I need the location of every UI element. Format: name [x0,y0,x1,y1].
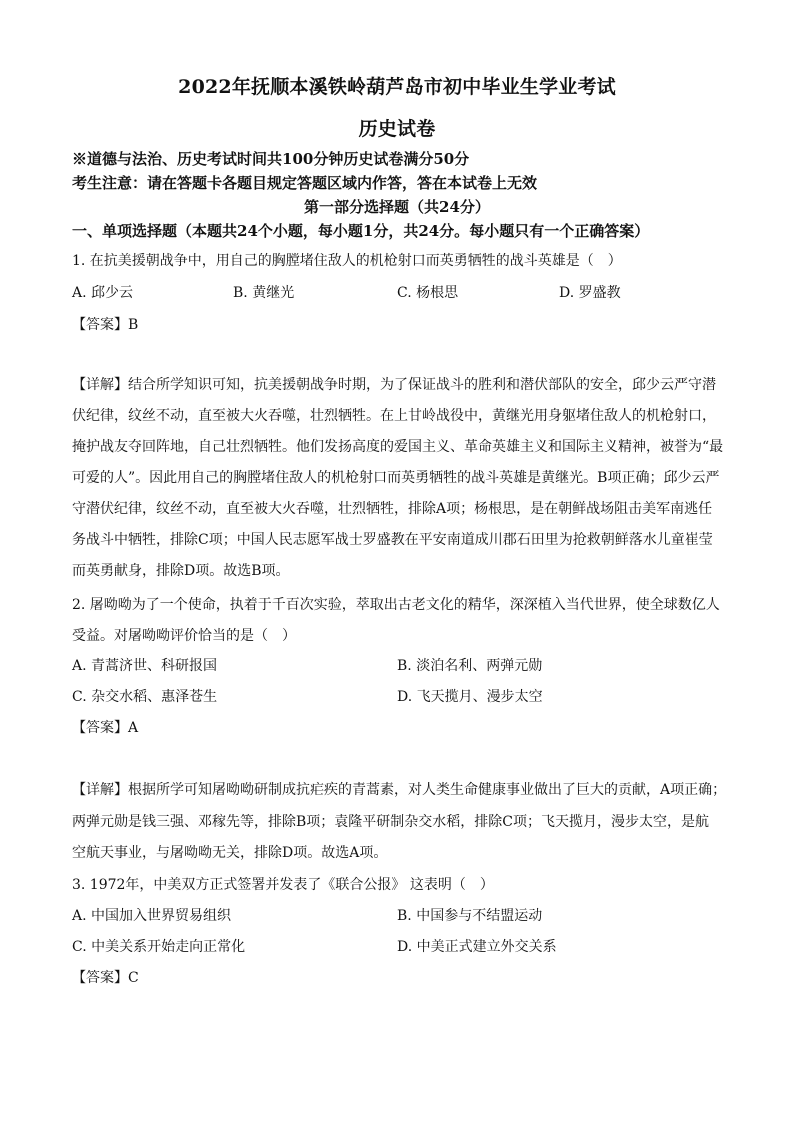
question-1-detail-line: 伏纪律，纹丝不动，直至被大火吞噬，壮烈牺牲。在上甘岭战役中，黄继光用身躯堵住敌人的机枪射口， [72,408,716,424]
question-1-option-d: D. 罗盛教 [559,285,621,301]
question-3-answer: 【答案】C [72,970,139,986]
question-1-detail-line: 可爱的人”。因此用自己的胸膛堵住敌人的机枪射口而英勇牺牲的战斗英雄是黄继光。B项正确；邱少云严 [72,470,720,486]
question-1-detail-line: 【详解】结合所学知识可知，抗美援朝战争时期，为了保证战斗的胜利和潜伏部队的安全，邱少云严守潜 [72,377,716,393]
question-1-stem: 1. 在抗美援朝战争中，用自己的胸膛堵住敌人的机枪射口而英勇牺牲的战斗英雄是（ ） [72,253,622,269]
question-1-option-c: C. 杨根思 [397,285,459,301]
question-3-stem: 3. 1972年，中美双方正式签署并发表了《联合公报》 这表明（ ） [72,877,494,893]
question-3-option-b: B. 中国参与不结盟运动 [397,908,543,924]
question-2-detail-line: 空航天事业，与屠呦呦无关，排除D项。故选A项。 [72,845,388,861]
question-3-option-c: C. 中美关系开始走向正常化 [72,939,246,955]
exam-title: 2022年抚顺本溪铁岭葫芦岛市初中毕业生学业考试 [178,76,616,98]
question-1-detail-line: 务战斗中牺牲，排除C项；中国人民志愿军战士罗盛教在平安南道成川郡石田里为抢救朝鲜落水儿童崔莹 [72,532,713,548]
question-1-option-b: B. 黄继光 [233,285,295,301]
section-heading: 一、单项选择题（本题共24个小题，每小题1分，共24分。每小题只有一个正确答案） [72,222,650,240]
question-3-option-d: D. 中美正式建立外交关系 [397,939,557,955]
question-2-option-a: A. 青蒿济世、科研报国 [72,658,218,674]
exam-note-instructions: 考生注意：请在答题卡各题目规定答题区域内作答，答在本试卷上无效 [72,174,538,192]
exam-note-time: ※道德与法治、历史考试时间共100分钟历史试卷满分50分 [72,150,470,168]
question-1-answer: 【答案】B [72,317,139,333]
question-2-option-c: C. 杂交水稻、惠泽苍生 [72,689,218,705]
question-1-detail-line: 而英勇献身，排除D项。故选B项。 [72,563,290,579]
question-1-detail-line: 掩护战友夺回阵地，自己壮烈牺牲。他们发扬高度的爱国主义、革命英雄主义和国际主义精神，被誉为“最 [72,439,724,455]
question-2-detail-line: 【详解】根据所学可知屠呦呦研制成抗疟疾的青蒿素，对人类生命健康事业做出了巨大的贡献，A项正确； [72,782,727,798]
exam-subtitle: 历史试卷 [358,118,436,140]
question-2-stem-line: 2. 屠呦呦为了一个使命，执着于千百次实验，萃取出古老文化的精华，深深植入当代世界，使全球数亿人 [72,597,720,613]
question-2-answer: 【答案】A [72,720,139,736]
question-2-option-d: D. 飞天揽月、漫步太空 [397,689,543,705]
question-2-stem-line: 受益。对屠呦呦评价恰当的是（ ） [72,628,296,644]
part-heading: 第一部分选择题（共24分） [304,198,490,216]
question-2-detail-line: 两弹元勋是钱三强、邓稼先等，排除B项；袁隆平研制杂交水稻，排除C项；飞天揽月，漫步太空，是航 [72,814,709,830]
question-2-option-b: B. 淡泊名利、两弹元勋 [397,658,543,674]
question-1-detail-line: 守潜伏纪律，纹丝不动，直至被大火吞噬，壮烈牺牲，排除A项；杨根思，是在朝鲜战场阻击美军南逃任 [72,501,713,517]
question-3-option-a: A. 中国加入世界贸易组织 [72,908,232,924]
question-1-option-a: A. 邱少云 [72,285,134,301]
